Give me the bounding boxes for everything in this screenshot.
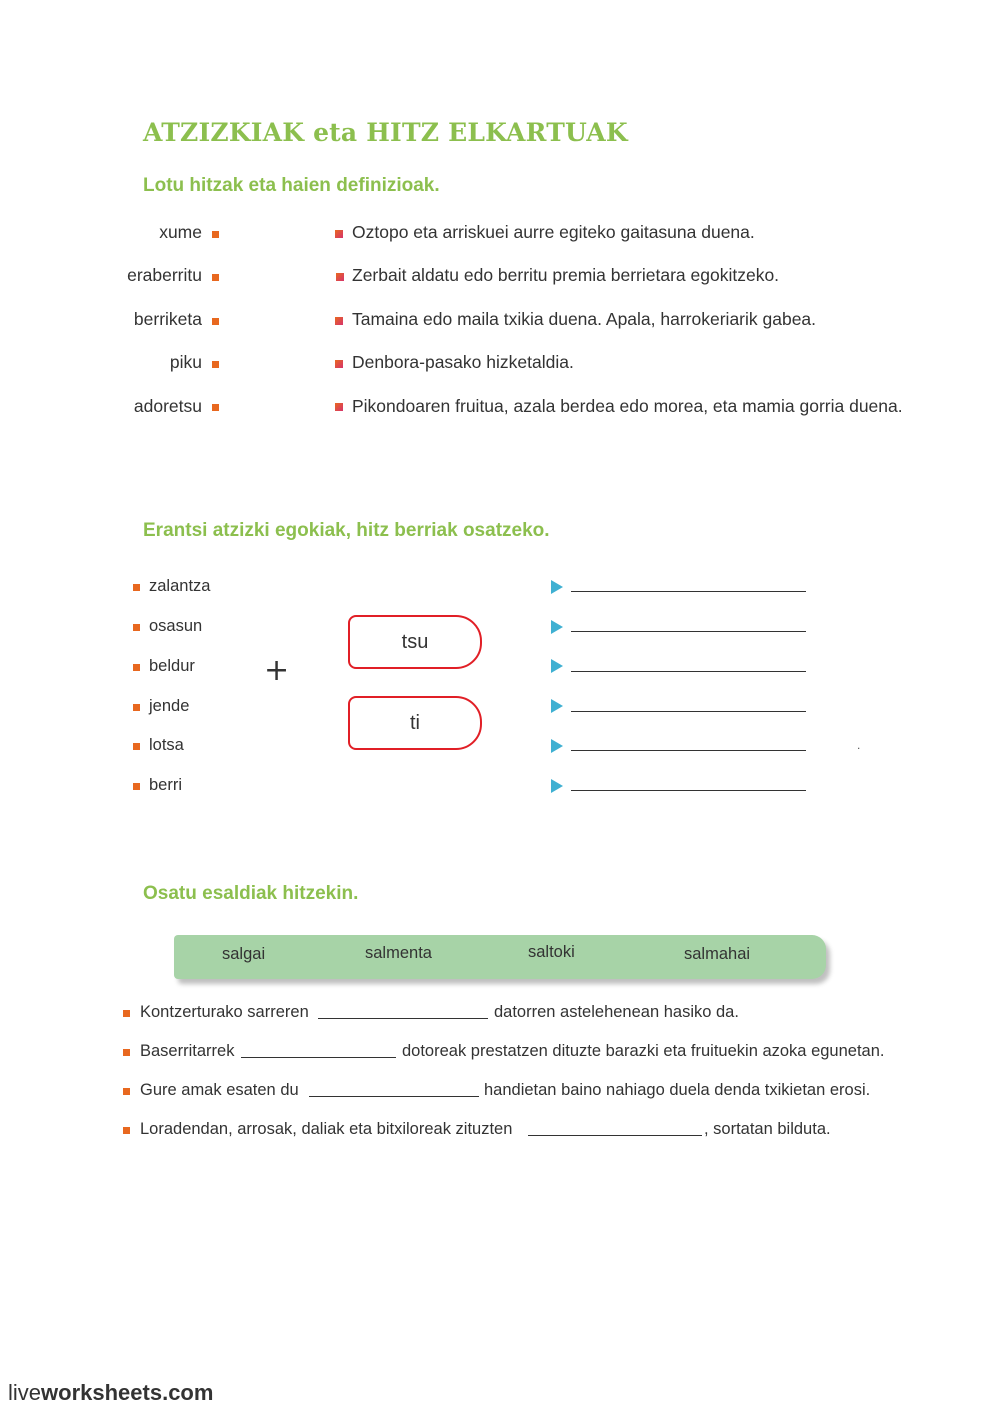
footer-logo-live: live (8, 1380, 42, 1405)
sentence-1-end: datorren astelehenean hasiko da. (494, 1003, 739, 1021)
section3-heading: Osatu esaldiak hitzekin. (143, 883, 359, 904)
answer-line-3[interactable] (571, 671, 806, 672)
sentence-3-start: Gure amak esaten du (140, 1081, 299, 1099)
arrow-right-icon (551, 580, 563, 594)
answer-line-4[interactable] (571, 711, 806, 712)
match-word-5: adoretsu (133, 396, 202, 416)
sentence-2-end: dotoreak prestatzen dituzte barazki eta fruituekin azoka egunetan. (402, 1042, 885, 1060)
answer-line-1[interactable] (571, 591, 806, 592)
match-right-dot-4[interactable] (335, 360, 343, 368)
arrow-right-icon (551, 739, 563, 753)
sentence-2-start: Baserritarrek (140, 1042, 235, 1060)
footer-logo-tld: .com (162, 1380, 214, 1405)
bullet-icon (123, 1010, 130, 1017)
plus-sign: + (264, 653, 290, 688)
base-word-6: berri (149, 776, 183, 794)
match-word-1: xume (159, 222, 202, 242)
section2-heading: Erantsi atzizki egokiak, hitz berriak osatzeko. (143, 520, 550, 541)
base-word-1: zalantza (149, 577, 211, 595)
sentence-1-start: Kontzerturako sarreren (140, 1003, 309, 1021)
definition-4: Denbora-pasako hizketaldia. (352, 352, 574, 372)
arrow-right-icon (551, 659, 563, 673)
match-word-4: piku (169, 352, 202, 372)
match-right-dot-1[interactable] (335, 230, 343, 238)
bullet-icon (133, 743, 140, 750)
match-left-dot-5[interactable] (212, 404, 219, 411)
word-bank-item-3: saltoki (528, 943, 575, 961)
match-word-2: eraberritu (127, 265, 202, 285)
arrow-right-icon (551, 620, 563, 634)
match-right-dot-5[interactable] (335, 403, 343, 411)
base-word-2: osasun (149, 617, 203, 635)
bullet-icon (123, 1049, 130, 1056)
sentence-1-blank[interactable] (318, 1018, 488, 1019)
arrow-right-icon (551, 699, 563, 713)
match-left-dot-2[interactable] (212, 274, 219, 281)
match-right-dot-2[interactable] (336, 273, 344, 281)
sentence-3-end: handietan baino nahiago duela denda txikietan erosi. (484, 1081, 871, 1099)
bullet-icon (123, 1127, 130, 1134)
sentence-4-blank[interactable] (528, 1135, 702, 1136)
page-title: ATZIZKIAK eta HITZ ELKARTUAK (143, 118, 628, 147)
stray-dot: . (857, 738, 861, 752)
bullet-icon (133, 664, 140, 671)
arrow-right-icon (551, 779, 563, 793)
word-bank-item-2: salmenta (365, 944, 432, 962)
match-word-3: berriketa (133, 309, 202, 329)
bullet-icon (133, 783, 140, 790)
sentence-4-start: Loradendan, arrosak, daliak eta bitxiloreak zituzten (140, 1120, 513, 1138)
suffix-box-ti: ti (348, 696, 482, 750)
sentence-3-blank[interactable] (309, 1096, 479, 1097)
footer-logo-worksheets: worksheets (41, 1380, 163, 1405)
match-right-dot-3[interactable] (335, 317, 343, 325)
definition-5: Pikondoaren fruitua, azala berdea edo morea, eta mamia gorria duena. (352, 396, 903, 416)
base-word-3: beldur (149, 657, 195, 675)
definition-2: Zerbait aldatu edo berritu premia berrietara egokitzeko. (352, 265, 780, 285)
bullet-icon (133, 584, 140, 591)
sentence-4-end: , sortatan bilduta. (704, 1120, 831, 1138)
bullet-icon (133, 704, 140, 711)
word-bank-item-1: salgai (222, 945, 266, 963)
footer-logo (8, 1380, 213, 1406)
match-left-dot-4[interactable] (212, 361, 219, 368)
word-bank (174, 935, 826, 979)
word-bank-item-4: salmahai (684, 945, 751, 963)
section1-heading: Lotu hitzak eta haien definizioak. (143, 175, 440, 196)
definition-1: Oztopo eta arriskuei aurre egiteko gaitasuna duena. (352, 222, 755, 242)
match-left-dot-1[interactable] (212, 231, 219, 238)
bullet-icon (133, 624, 140, 631)
match-left-dot-3[interactable] (212, 318, 219, 325)
suffix-box-tsu: tsu (348, 615, 482, 669)
bullet-icon (123, 1088, 130, 1095)
base-word-4: jende (149, 697, 190, 715)
definition-3: Tamaina edo maila txikia duena. Apala, harrokeriarik gabea. (352, 309, 817, 329)
answer-line-6[interactable] (571, 790, 806, 791)
answer-line-2[interactable] (571, 631, 806, 632)
base-word-5: lotsa (149, 736, 184, 754)
sentence-2-blank[interactable] (241, 1057, 396, 1058)
answer-line-5[interactable] (571, 750, 806, 751)
